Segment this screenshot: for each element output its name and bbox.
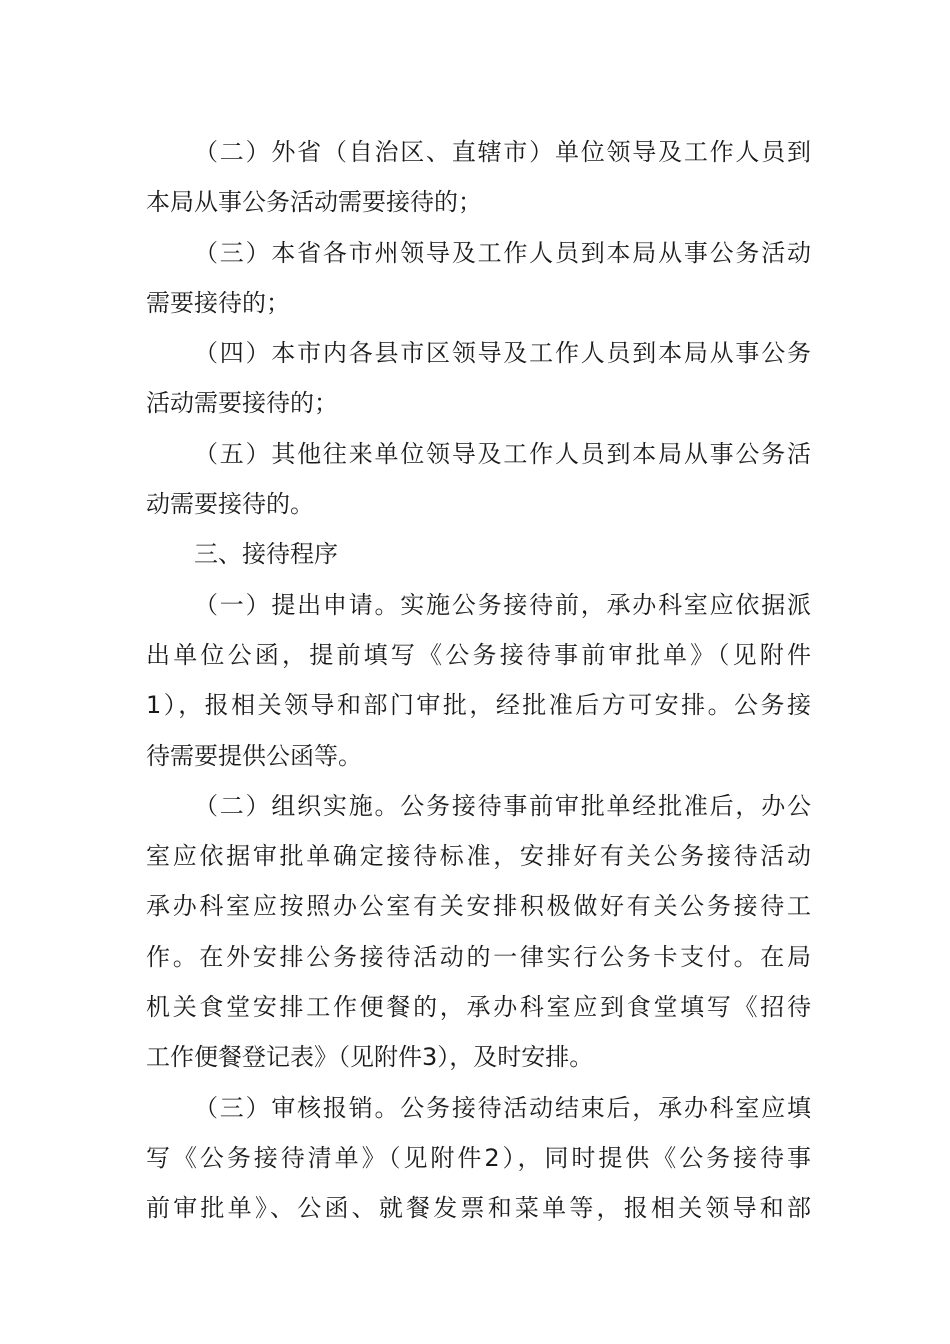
section-heading: 三、接待程序 [194,540,338,569]
text-line: 需要接待的； [146,288,290,317]
text-line: （三）审核报销。公务接待活动结束后，承办科室应填 [194,1093,811,1122]
text-line: 前审批单》、公函、就餐发票和菜单等，报相关领导和部 [146,1194,811,1223]
text-line: 动需要接待的。 [146,490,314,519]
text-line: 1），报相关领导和部门审批，经批准后方可安排。公务接 [146,691,811,720]
text-line: （五）其他往来单位领导及工作人员到本局从事公务活 [194,439,811,468]
text-line: （四）本市内各县市区领导及工作人员到本局从事公务 [194,339,811,368]
text-line: 写《公务接待清单》（见附件2），同时提供《公务接待事 [146,1143,811,1172]
text-line: （二）外省（自治区、直辖市）单位领导及工作人员到 [194,138,811,166]
text-line: 活动需要接待的； [146,389,338,418]
text-line: （二）组织实施。公务接待事前审批单经批准后，办公 [194,791,811,820]
text-line: （一）提出申请。实施公务接待前，承办科室应依据派 [194,590,811,619]
document-body [146,127,811,1234]
text-line: 待需要提供公函等。 [146,741,362,770]
text-line: 作。在外安排公务接待活动的一律实行公务卡支付。在局 [146,942,811,971]
text-line: （三）本省各市州领导及工作人员到本局从事公务活动 [194,238,811,267]
text-line: 机关食堂安排工作便餐的，承办科室应到食堂填写《招待 [146,993,811,1022]
text-line: 室应依据审批单确定接待标准，安排好有关公务接待活动 [146,842,811,871]
text-line: 本局从事公务活动需要接待的； [146,188,482,217]
text-line: 出单位公函，提前填写《公务接待事前审批单》（见附件 [146,640,811,669]
text-line: 承办科室应按照办公室有关安排积极做好有关公务接待工 [146,892,811,921]
text-line: 工作便餐登记表》（见附件3），及时安排。 [146,1043,594,1072]
